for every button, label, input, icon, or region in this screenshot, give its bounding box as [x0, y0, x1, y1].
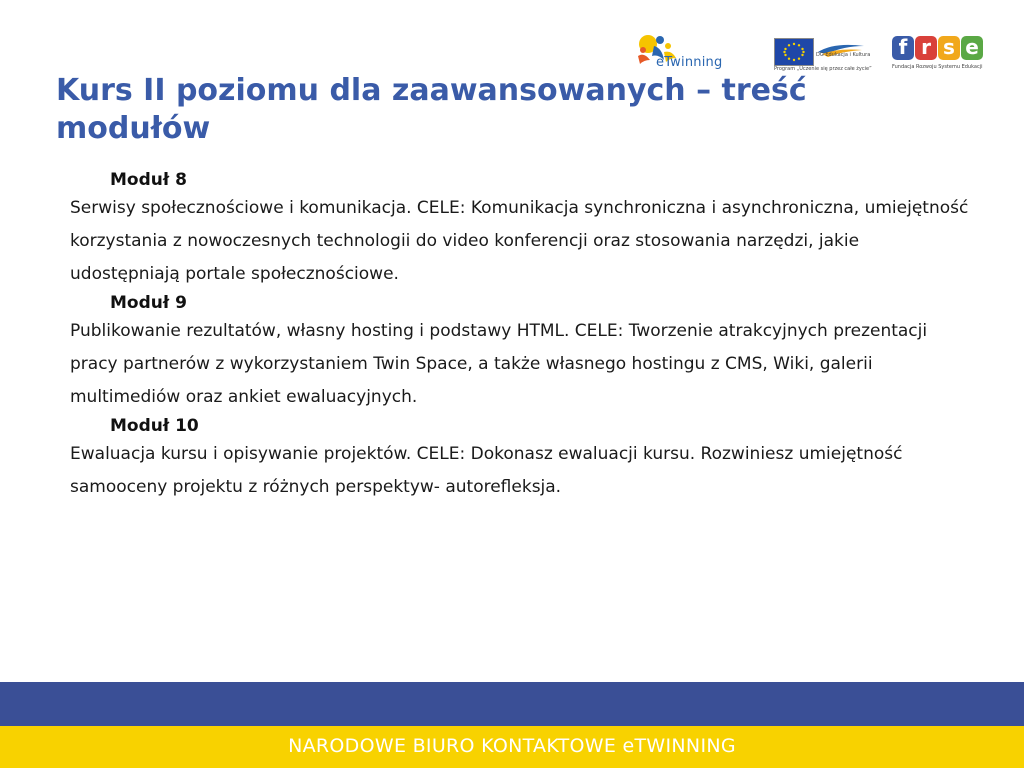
- etwinning-logo-text: eTwinning: [656, 55, 723, 70]
- frse-letter-f: f: [892, 36, 914, 60]
- module-description: Serwisy społecznościowe i komunikacja. CELE: Komunikacja synchroniczna i asynchroniczna, umiejętność korzystania z nowoczesnych technologii do video konferencji oraz stosowania narzędzi, jakie udostępniają portale społecznościowe.: [70, 198, 969, 284]
- module-description: Publikowanie rezultatów, własny hosting i podstawy HTML. CELE: Tworzenie atrakcyjnych prezentacji pracy partnerów z wykorzystaniem Twin Space, a także własnego hostingu z CMS, Wiki, galerii multimediów oraz ankiet ewaluacyjnych.: [70, 321, 928, 407]
- eu-program-logo: [774, 28, 870, 74]
- eu-program-subcaption: Program „Uczenie się przez całe życie”: [774, 66, 872, 72]
- eu-program-caption: DG Edukacja i Kultura: [816, 52, 871, 58]
- frse-caption: Fundacja Rozwoju Systemu Edukacji: [892, 64, 983, 70]
- frse-letter-s: s: [938, 36, 960, 60]
- module-section: [70, 168, 970, 291]
- module-heading: Moduł 8: [110, 170, 187, 190]
- module-section: [70, 291, 970, 414]
- slide-content: [70, 168, 970, 504]
- footer-text: NARODOWE BIURO KONTAKTOWE eTWINNING: [288, 735, 736, 757]
- eu-flag-icon: [774, 38, 814, 66]
- etwinning-logo: [634, 28, 752, 74]
- footer-blue-band: [0, 682, 1024, 726]
- module-heading: Moduł 9: [110, 293, 187, 313]
- frse-letter-e: e: [961, 36, 983, 60]
- slide-title: Kurs II poziomu dla zaawansowanych – treść modułów: [56, 73, 807, 146]
- module-section: [70, 414, 970, 504]
- frse-letter-r: r: [915, 36, 937, 60]
- frse-logo-letters: [892, 36, 983, 60]
- module-heading: Moduł 10: [110, 416, 199, 436]
- module-description: Ewaluacja kursu i opisywanie projektów. CELE: Dokonasz ewaluacji kursu. Rozwiniesz umiejętność samooceny projektu z różnych perspektyw- autorefleksja.: [70, 444, 903, 497]
- header-logos: [634, 28, 988, 74]
- frse-logo: [892, 28, 988, 74]
